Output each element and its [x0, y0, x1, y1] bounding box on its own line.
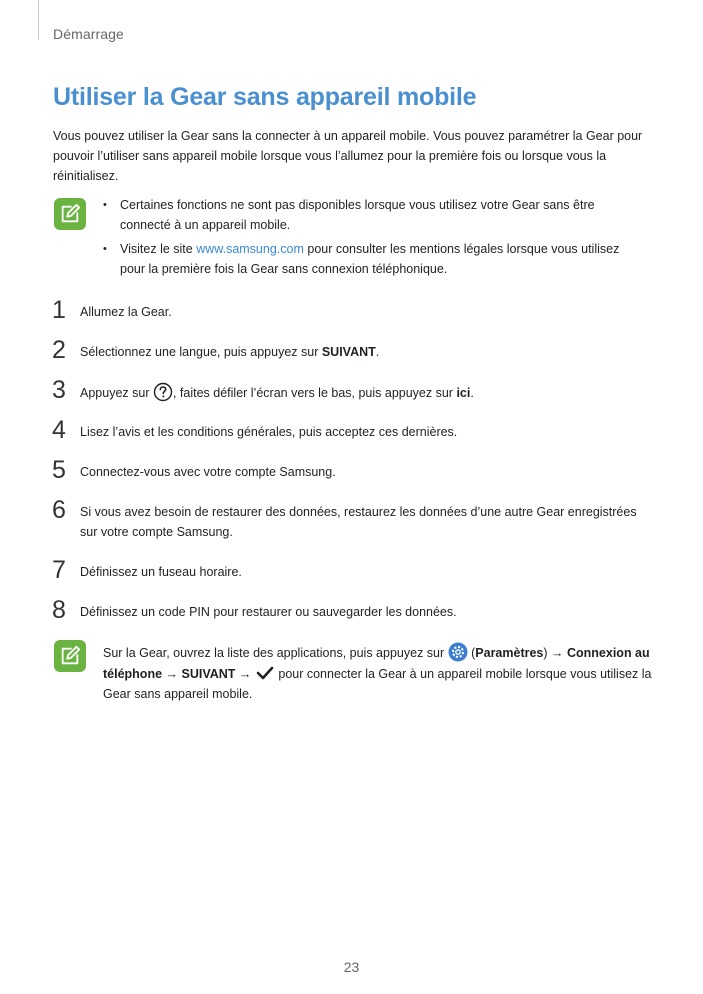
notes-list	[103, 195, 623, 283]
note-text: Certaines fonctions ne sont pas disponibles lorsque vous utilisez votre Gear sans être connecté à un appareil mobile.	[120, 198, 595, 232]
step-text: Si vous avez besoin de restaurer des données, restaurez les données d’une autre Gear enregistrées sur votre compte Samsung.	[80, 505, 637, 539]
checkmark-icon	[255, 663, 275, 683]
step-text: Appuyez sur , faites défiler l’écran vers le bas, puis appuyez sur ici.	[80, 382, 650, 403]
step-text: Sélectionnez une langue, puis appuyez sur SUIVANT.	[80, 345, 380, 359]
header-rule	[38, 0, 39, 40]
list-item: • Visitez le site www.samsung.com pour consulter les mentions légales lorsque vous utilisez pour la première fois la Gear sans connexion téléphonique.	[103, 242, 620, 276]
step-text: Définissez un fuseau horaire.	[80, 565, 242, 579]
step-number: 2	[52, 336, 66, 364]
step-number: 7	[52, 556, 66, 584]
step-number: 1	[52, 296, 66, 324]
step-text: Lisez l’avis et les conditions générales, puis acceptez ces dernières.	[80, 425, 458, 439]
note-text: Visitez le site	[120, 242, 197, 256]
section-label: Démarrage	[53, 26, 124, 42]
samsung-link[interactable]: www.samsung.com	[196, 242, 304, 256]
page-number: 23	[343, 959, 360, 975]
gear-icon	[448, 642, 468, 662]
question-mark-icon	[153, 382, 173, 402]
note-text: pour consulter les mentions légales lorsque vous utilisez pour la première fois la Gear sans connexion téléphonique.	[120, 242, 620, 276]
step-number: 6	[52, 496, 66, 524]
note-pencil-icon	[54, 640, 86, 672]
step-text: Connectez-vous avec votre compte Samsung.	[80, 465, 336, 479]
note-pencil-icon	[54, 198, 86, 230]
step-number: 4	[52, 416, 66, 444]
step-number: 8	[52, 596, 66, 624]
step-number: 3	[52, 376, 66, 404]
step-text: Définissez un code PIN pour restaurer ou sauvegarder les données.	[80, 605, 457, 619]
intro-paragraph: Vous pouvez utiliser la Gear sans la connecter à un appareil mobile. Vous pouvez paramétrer la Gear pour pouvoir l’utiliser sans appareil mobile lorsque vous l’allumez pour la première fois ou lorsque vous la réinitialisez.	[53, 129, 643, 183]
final-note: Sur la Gear, ouvrez la liste des applications, puis appuyez sur (Paramètres) → Connexion au téléphone → SUIVANT → pour connecter la Gear à un appareil mobile lorsque vous utilisez la Gear sans appareil mobile.	[103, 642, 653, 704]
step-number: 5	[52, 456, 66, 484]
list-item: • Certaines fonctions ne sont pas disponibles lorsque vous utilisez votre Gear sans être connecté à un appareil mobile.	[103, 198, 595, 232]
page-title: Utiliser la Gear sans appareil mobile	[53, 83, 477, 111]
step-text: Allumez la Gear.	[80, 305, 172, 319]
